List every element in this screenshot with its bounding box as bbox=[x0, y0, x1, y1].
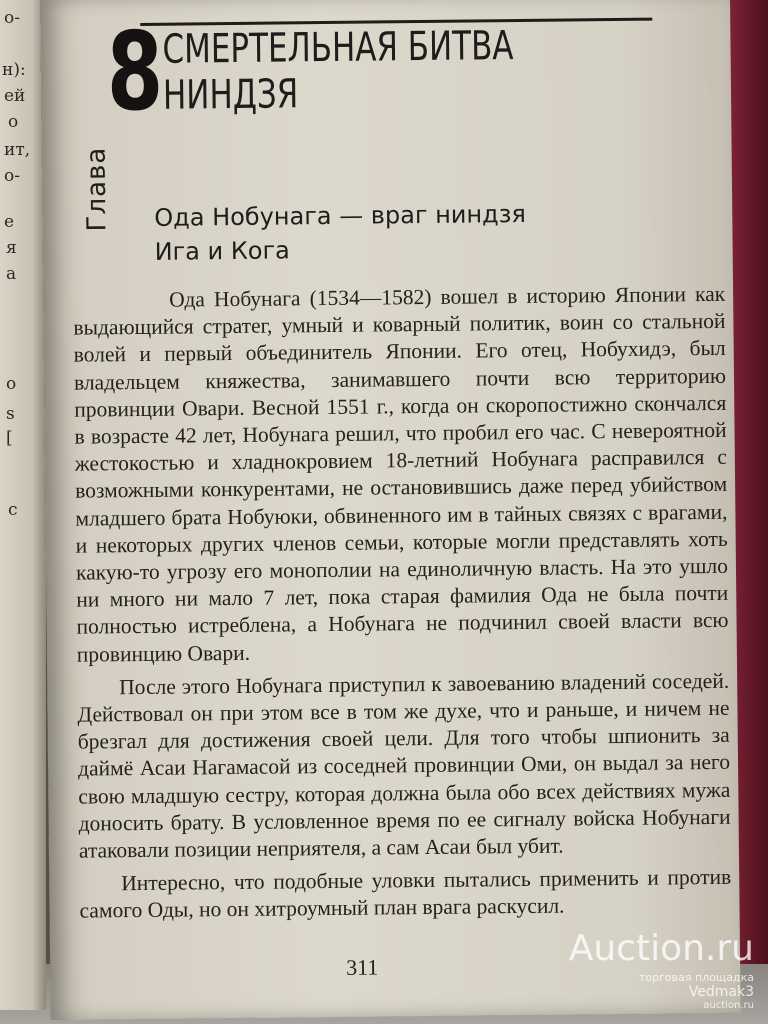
paragraph: Ода Нобунага (1534—1582) вошел в историю Японии как выдающийся стратег, умный и коварный политик, воин со стальной волей и первый объединитель Японии. Его отец, Нобухидэ, был владельцем княжества, занимавшего почти всю территорию провинции Овари. Весной 1551 г., когда он скоропостижно скончался в возрасте 42 лет, Нобунага решил, что пробил его час. С невероятной жестокостью и хладнокровием 18-летний Нобунага расправился с возможными конкурентами, не остановившись даже перед убийством младшего брата Нобуюки, обвиненного им в тайных связях с врагами, и некоторых других членов семьи, которые могли представлять хоть какую-то угрозу его монополии на единоличную власть. На это ушло ни много ни мало 7 лет, пока старая фамилия Ода не была почти полностью истреблена, а Нобунага не подчинил своей власти всю провинцию Овари. bbox=[73, 281, 729, 667]
book-page bbox=[40, 0, 741, 1020]
left-page-fragment: s bbox=[6, 404, 15, 424]
chapter-word: Глава bbox=[81, 146, 113, 232]
chapter-title-line-1: СМЕРТЕЛЬНАЯ БИТВА bbox=[162, 23, 514, 73]
watermark-subtitle: торговая площадка bbox=[638, 971, 754, 984]
watermark-seller: Vedmak3 bbox=[688, 984, 754, 1000]
left-page-fragment: я bbox=[6, 238, 17, 258]
left-page-fragment: о- bbox=[4, 8, 20, 28]
left-page-fragment: е bbox=[4, 212, 15, 232]
left-page-fragment: о- bbox=[4, 166, 20, 186]
section-heading-line-1: Ода Нобунага — враг ниндзя bbox=[154, 199, 527, 232]
left-page-fragment: н): bbox=[2, 60, 26, 80]
watermark-site: auction.ru bbox=[703, 1000, 754, 1011]
watermark-brand: Auction.ru bbox=[568, 928, 754, 969]
left-page-fragment: а bbox=[6, 264, 17, 284]
left-page-fragment: [ bbox=[6, 428, 13, 448]
section-heading-line-2: Ига и Кога bbox=[154, 236, 290, 266]
paragraph: Интересно, что подобные уловки пытались применить и против самого Оды, но он хитроумный план врага раскусил. bbox=[79, 865, 732, 924]
body-text bbox=[73, 281, 732, 925]
chapter-number: 8 bbox=[106, 9, 164, 136]
previous-page-edge bbox=[0, 0, 46, 1010]
left-page-fragment: ей bbox=[4, 86, 26, 106]
paragraph: После этого Нобунага приступил к завоеванию владений соседей. Действовал он при этом все в том же духе, что и раньше, и ничем не брезгал для достижения своей цели. Для того чтобы шпионить за даймё Асаи Нагамасой из соседней провинции Оми, он выдал за него свою младшую сестру, которая должна была обо всех действиях мужа доносить брату. В условленное время по ее сигналу войска Нобунаги атаковали позиции неприятеля, а сам Асаи был убит. bbox=[77, 668, 731, 863]
left-page-fragment: о bbox=[6, 374, 17, 394]
left-page-fragment: о bbox=[8, 112, 19, 132]
page-number: 311 bbox=[346, 954, 379, 980]
left-page-fragment: с bbox=[8, 500, 18, 520]
chapter-label-wrap bbox=[77, 131, 113, 232]
chapter-title-line-2: НИНДЗЯ bbox=[162, 71, 299, 119]
watermark bbox=[569, 928, 754, 1012]
chapter-title bbox=[162, 22, 576, 118]
section-heading bbox=[154, 196, 635, 269]
left-page-fragment: ит, bbox=[4, 140, 31, 160]
